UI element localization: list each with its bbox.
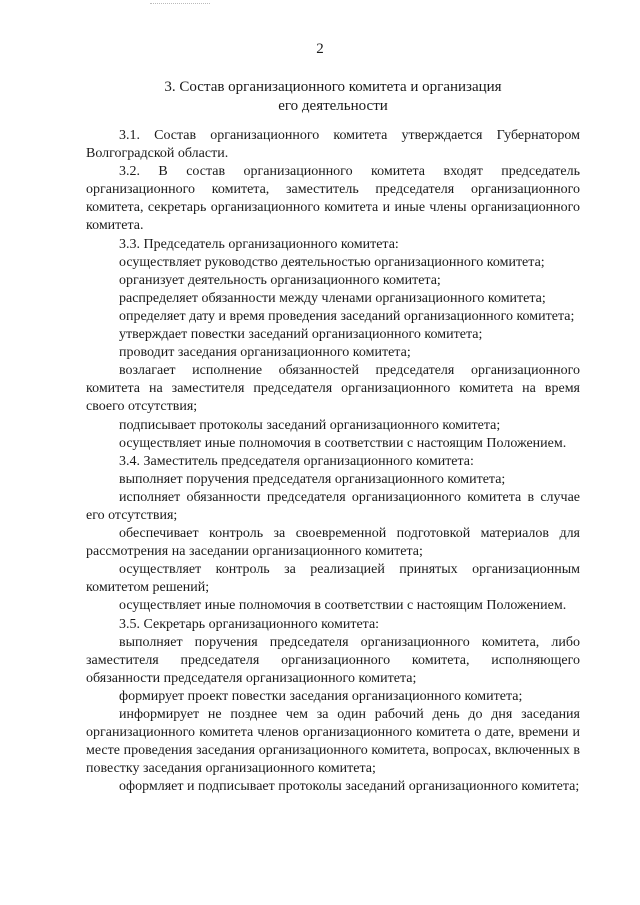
paragraph: организует деятельность организационного комитета; bbox=[119, 272, 441, 288]
paragraph: 3.1. Состав организационного комитета утверждается Губернатором Волгоградской области. bbox=[86, 128, 580, 162]
paragraph: проводит заседания организационного комитета; bbox=[119, 345, 411, 361]
paragraph: 3.3. Председатель организационного комитета: bbox=[119, 236, 399, 252]
paragraph: выполняет поручения председателя организационного комитета, либо заместителя председателя организационного комитета, исполняющего обязанности председателя организационного комитета; bbox=[86, 634, 580, 686]
paragraph: распределяет обязанности между членами организационного комитета; bbox=[119, 290, 546, 306]
paragraph: осуществляет контроль за реализацией принятых организационным комитетом решений; bbox=[86, 562, 580, 596]
document-body bbox=[86, 127, 580, 796]
paragraph: осуществляет иные полномочия в соответствии с настоящим Положением. bbox=[119, 435, 567, 451]
paragraph: обеспечивает контроль за своевременной подготовкой материалов для рассмотрения на заседании организационного комитета; bbox=[86, 526, 580, 560]
paragraph: подписывает протоколы заседаний организационного комитета; bbox=[119, 417, 501, 433]
paragraph: осуществляет руководство деятельностью организационного комитета; bbox=[119, 254, 545, 270]
section-title-line-2: его деятельности bbox=[278, 98, 388, 114]
paragraph: оформляет и подписывает протоколы заседаний организационного комитета; bbox=[119, 779, 580, 795]
paragraph: возлагает исполнение обязанностей председателя организационного комитета на заместителя председателя организационного комитета на время своего отсутствия; bbox=[86, 363, 580, 415]
paragraph: 3.4. Заместитель председателя организационного комитета: bbox=[119, 453, 474, 469]
section-title bbox=[86, 78, 580, 116]
section-title-line-1: 3. Состав организационного комитета и организация bbox=[164, 79, 502, 95]
scan-edge-mark bbox=[150, 0, 210, 4]
paragraph: определяет дату и время проведения заседаний организационного комитета; bbox=[119, 308, 575, 324]
paragraph: информирует не позднее чем за один рабочий день до дня заседания организационного комитета членов организационного комитета о дате, времени и месте проведения заседания организационного комитета, вопросах, включенных в повестку заседания организационного комитета; bbox=[86, 707, 580, 777]
paragraph: 3.2. В состав организационного комитета входят председатель организационного комитета, заместитель председателя организационного комитета, секретарь организационного комитета и иные члены организационного комитета. bbox=[86, 164, 580, 234]
page-number: 2 bbox=[316, 41, 324, 57]
paragraph: 3.5. Секретарь организационного комитета: bbox=[119, 616, 380, 632]
paragraph: утверждает повестки заседаний организационного комитета; bbox=[119, 327, 483, 343]
paragraph: осуществляет иные полномочия в соответствии с настоящим Положением. bbox=[119, 598, 567, 614]
paragraph: формирует проект повестки заседания организационного комитета; bbox=[119, 688, 523, 704]
paragraph: выполняет поручения председателя организационного комитета; bbox=[119, 471, 506, 487]
paragraph: исполняет обязанности председателя организационного комитета в случае его отсутствия; bbox=[86, 489, 580, 523]
